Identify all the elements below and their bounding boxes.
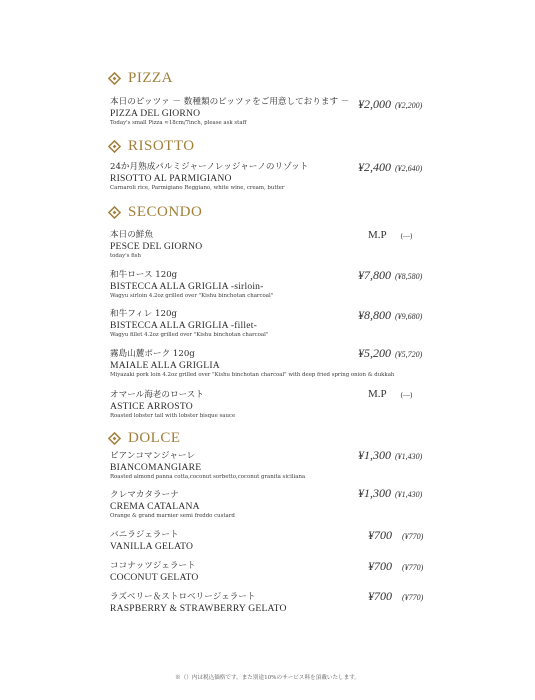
item-description: Wagyu fillet 4.2oz grilled over "Kishu binchotan charcoal" — [110, 332, 269, 338]
item-price — [368, 528, 423, 543]
section-dolce — [108, 430, 181, 447]
price-value: M.P — [368, 388, 387, 400]
item-name-jp: 霧島山麓ポーク 120g — [110, 349, 195, 359]
price-value: M.P — [368, 229, 387, 241]
price-value: ¥700 — [368, 528, 392, 542]
diamond-icon — [108, 432, 121, 445]
item-name-jp: クレマカタラーナ — [110, 490, 179, 500]
diamond-icon — [108, 72, 121, 85]
item-name-jp: 本日のピッツァ － 数種類のピッツァをご用意しております － — [110, 97, 350, 107]
price-value: ¥7,800 — [358, 268, 391, 282]
item-name-it: BIANCOMANGIARE — [110, 462, 202, 473]
price-value: ¥700 — [368, 589, 392, 603]
item-price — [358, 308, 422, 323]
item-name-jp: ココナッツジェラート — [110, 561, 196, 571]
item-description: today's fish — [110, 253, 141, 259]
item-description: Carnaroli rice, Parmigiano Reggiano, white wine, cream, butter — [110, 185, 285, 191]
price-tax-included: (¥770) — [402, 593, 424, 602]
price-tax-included: (¥1,430) — [395, 490, 423, 499]
item-description: Orange & grand marnier semi freddo custard — [110, 513, 235, 519]
item-price — [358, 448, 422, 463]
price-tax-included: (¥2,200) — [395, 101, 423, 110]
item-description: Roasted lobster tail with lobster bisque sauce — [110, 413, 236, 419]
price-tax-included: (¥5,720) — [395, 350, 423, 359]
section-title: DOLCE — [128, 430, 181, 446]
item-name-it: RASPBERRY & STRAWBERRY GELATO — [110, 603, 287, 614]
price-value: ¥700 — [368, 559, 392, 573]
item-price — [358, 160, 422, 175]
item-price — [368, 388, 412, 400]
item-name-jp: ビアンコマンジャーレ — [110, 451, 196, 461]
item-name-it: BISTECCA ALLA GRIGLIA -fillet- — [110, 320, 257, 331]
price-value: ¥1,300 — [358, 486, 391, 500]
price-value: ¥8,800 — [358, 308, 391, 322]
item-price — [368, 589, 423, 604]
item-name-jp: オマール海老のロースト — [110, 390, 204, 400]
section-secondo — [108, 204, 202, 221]
item-name-jp: 本日の鮮魚 — [110, 230, 153, 240]
price-tax-included: (—) — [400, 232, 413, 240]
price-tax-included: (—) — [400, 391, 413, 399]
item-price — [358, 268, 422, 283]
section-title: PIZZA — [128, 70, 173, 86]
section-title: SECONDO — [128, 204, 203, 220]
item-name-it: ASTICE ARROSTO — [110, 401, 193, 412]
item-price — [368, 559, 423, 574]
diamond-icon — [108, 206, 121, 219]
section-risotto — [108, 138, 195, 155]
item-name-jp: 24か月熟成パルミジャーノレッジャーノのリゾット — [110, 162, 309, 172]
item-name-it: COCONUT GELATO — [110, 572, 199, 583]
item-name-jp: バニラジェラート — [110, 530, 179, 540]
section-title: RISOTTO — [128, 138, 195, 154]
item-price — [358, 486, 422, 501]
price-tax-included: (¥9,680) — [395, 312, 423, 321]
item-price — [368, 229, 412, 241]
tax-service-note: ※（）内は税込価格です。また別途10%のサービス料を頂戴いたします。 — [175, 675, 360, 681]
item-price — [358, 97, 422, 112]
item-name-it: RISOTTO AL PARMIGIANO — [110, 173, 232, 184]
item-description: Today's small Pizza ≈18cm/7inch, please ask staff — [110, 120, 247, 126]
price-tax-included: (¥2,640) — [395, 164, 423, 173]
price-value: ¥2,000 — [358, 97, 391, 111]
price-tax-included: (¥8,580) — [395, 272, 423, 281]
item-name-jp: 和牛ロース 120g — [110, 270, 178, 280]
item-name-it: VANILLA GELATO — [110, 541, 194, 552]
price-value: ¥5,200 — [358, 346, 391, 360]
diamond-icon — [108, 140, 121, 153]
item-price — [358, 346, 422, 361]
item-description: Miyazaki pork loin 4.2oz grilled over "Kishu binchotan charcoal" with deep fried spring onion & dukkah — [110, 372, 395, 378]
item-name-it: BISTECCA ALLA GRIGLIA -sirloin- — [110, 281, 264, 292]
price-tax-included: (¥1,430) — [395, 452, 423, 461]
item-name-it: PESCE DEL GIORNO — [110, 241, 203, 252]
item-description: Wagyu sirloin 4.2oz grilled over "Kishu binchotan charcoal" — [110, 293, 274, 299]
item-name-it: MAIALE ALLA GRIGLIA — [110, 360, 220, 371]
price-tax-included: (¥770) — [402, 563, 424, 572]
item-name-jp: ラズベリー＆ストロベリージェラート — [110, 592, 256, 602]
price-value: ¥2,400 — [358, 160, 391, 174]
price-tax-included: (¥770) — [402, 532, 424, 541]
price-value: ¥1,300 — [358, 448, 391, 462]
item-name-it: CREMA CATALANA — [110, 501, 200, 512]
item-name-it: PIZZA DEL GIORNO — [110, 108, 201, 119]
section-pizza — [108, 70, 173, 87]
item-description: Roasted almond panna cotta,coconut sorbetto,coconut granita siciliana — [110, 474, 306, 480]
item-name-jp: 和牛フィレ 120g — [110, 309, 177, 319]
